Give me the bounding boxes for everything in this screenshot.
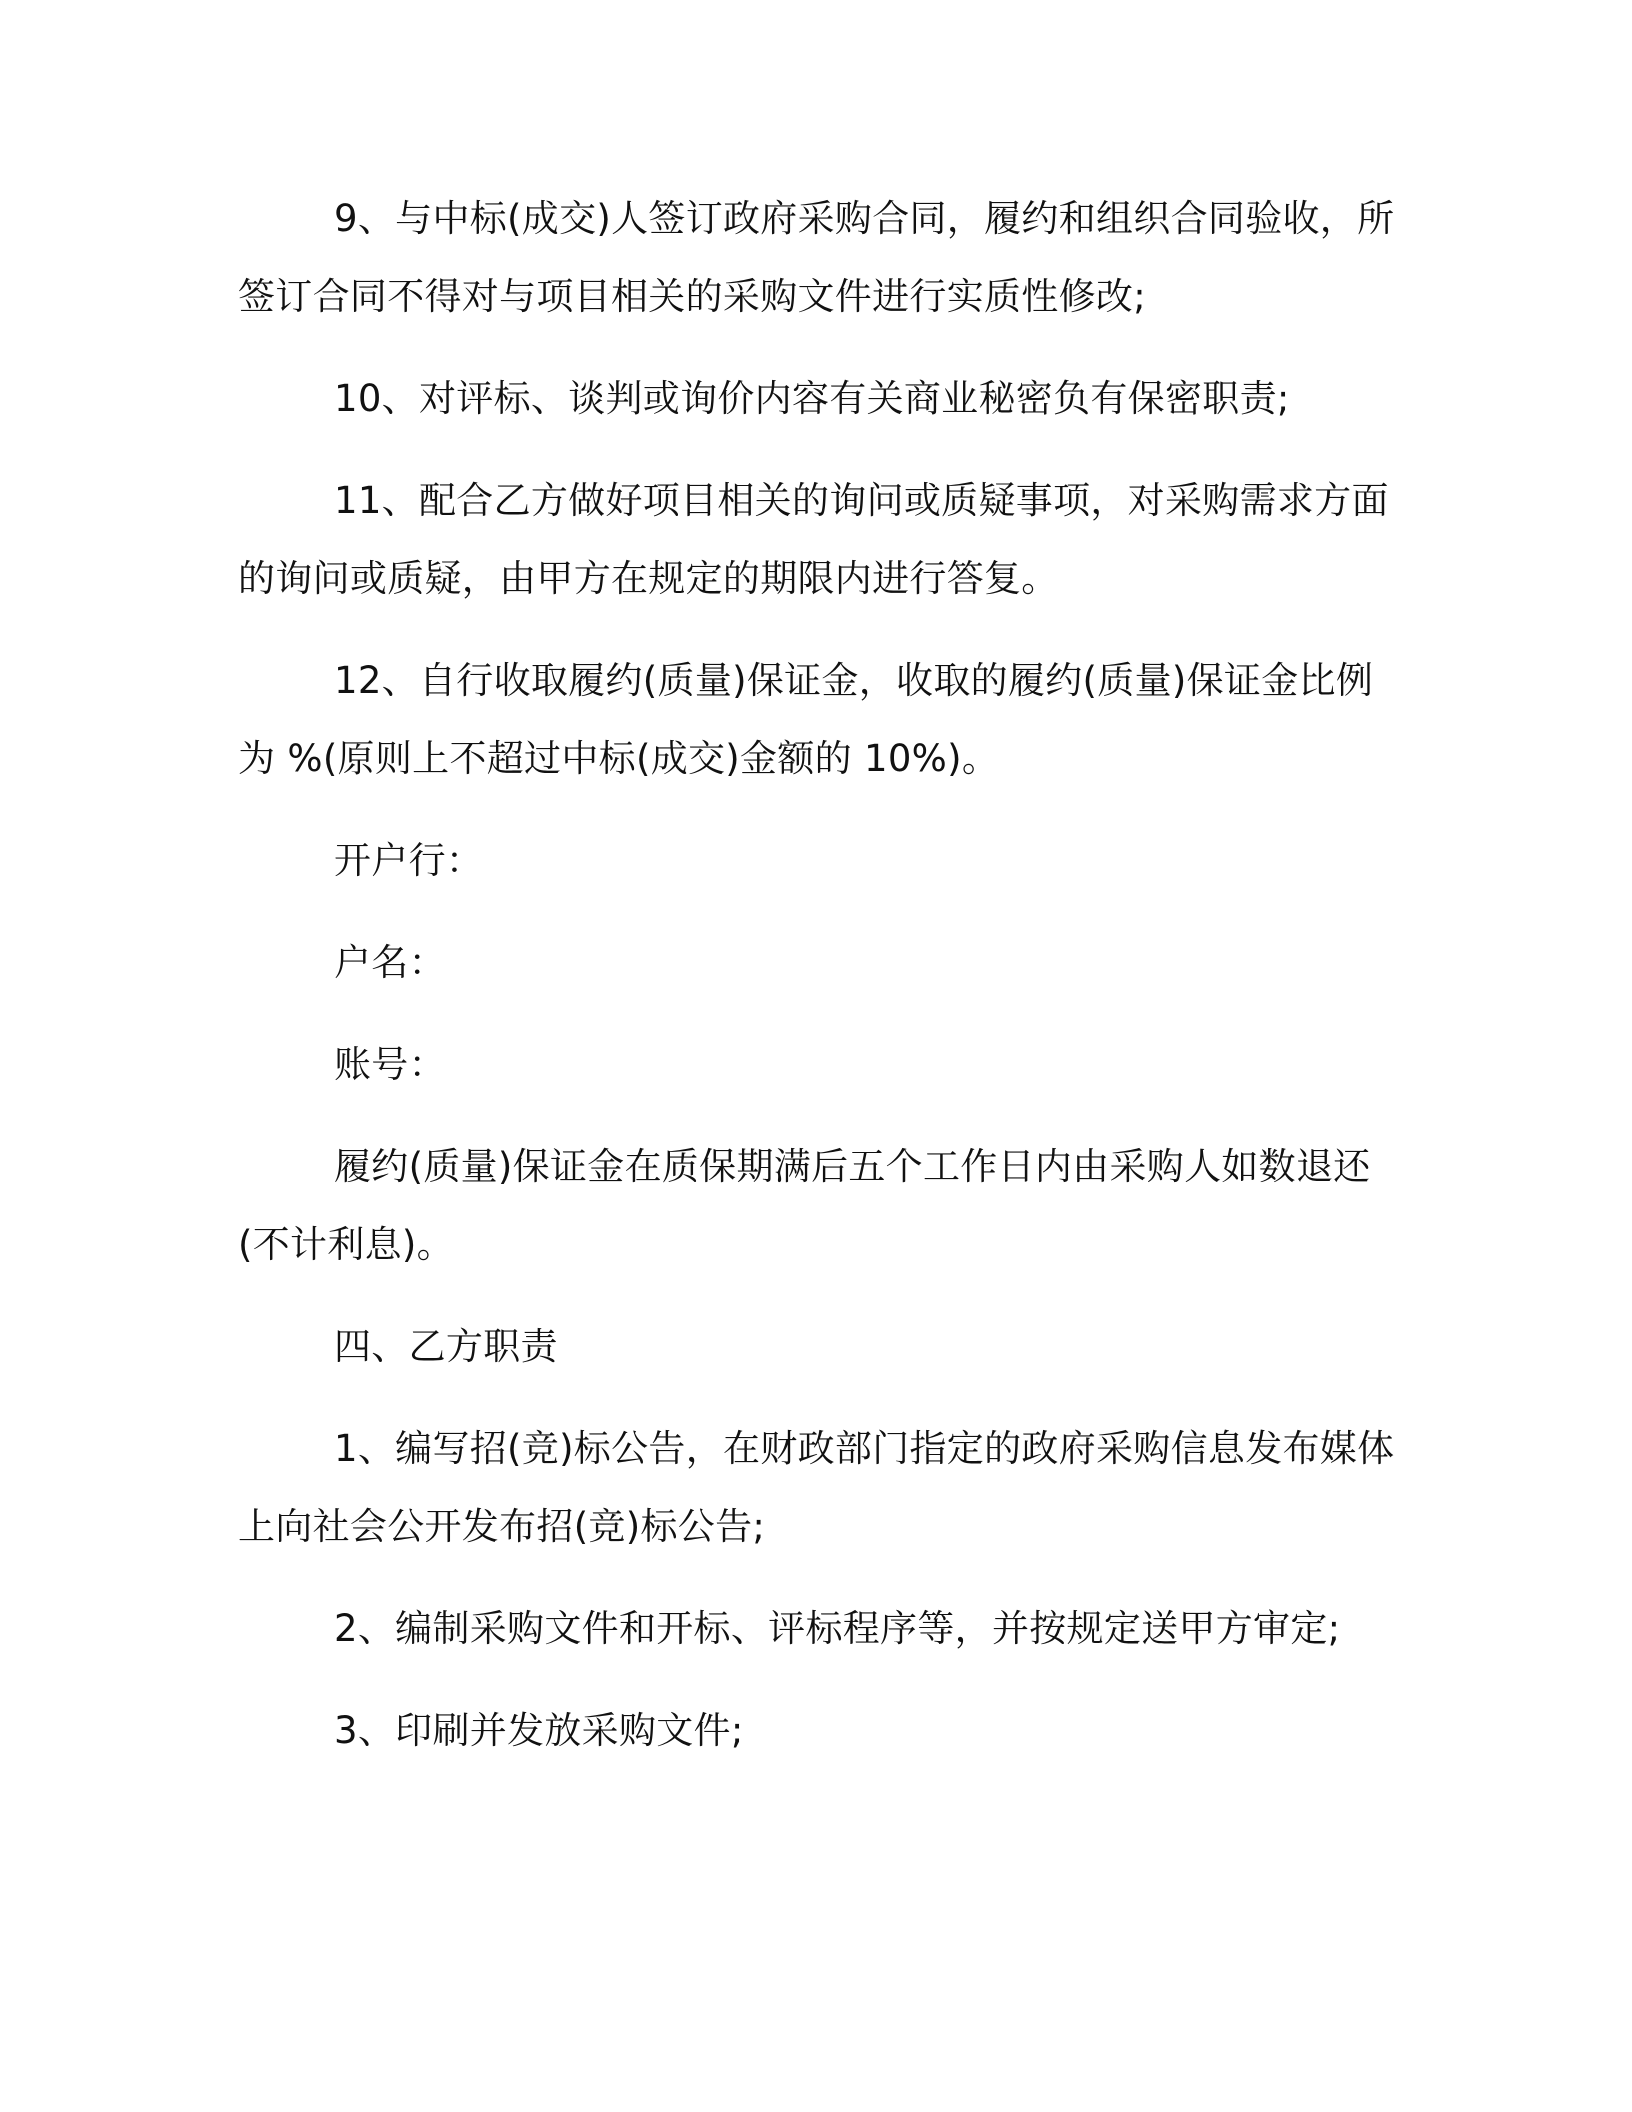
clause-11-inquiries: 11、配合乙方做好项目相关的询问或质疑事项，对采购需求方面的询问或质疑，由甲方在规定的期限内进行答复。 bbox=[238, 479, 1389, 600]
clause-12-performance-deposit: 12、自行收取履约(质量)保证金，收取的履约(质量)保证金比例为 %(原则上不超过中标(成交)金额的 10%)。 bbox=[238, 659, 1374, 780]
bank-name-label: 开户行： bbox=[334, 839, 484, 882]
account-number-label: 账号： bbox=[334, 1043, 446, 1086]
clause-9-contract-signing: 9、与中标(成交)人签订政府采购合同，履约和组织合同验收，所签订合同不得对与项目相关的采购文件进行实质性修改; bbox=[238, 197, 1395, 318]
deposit-refund-note: 履约(质量)保证金在质保期满后五个工作日内由采购人如数退还(不计利息)。 bbox=[238, 1145, 1371, 1266]
party-b-clause-2-procurement-docs: 2、编制采购文件和开标、评标程序等，并按规定送甲方审定; bbox=[334, 1607, 1341, 1650]
party-b-clause-3-printing: 3、印刷并发放采购文件; bbox=[334, 1709, 744, 1752]
section-heading-party-b-duties: 四、乙方职责 bbox=[334, 1325, 558, 1368]
party-b-clause-1-announcement: 1、编写招(竞)标公告，在财政部门指定的政府采购信息发布媒体上向社会公开发布招(竞)标公告; bbox=[238, 1427, 1395, 1548]
clause-10-confidentiality: 10、对评标、谈判或询价内容有关商业秘密负有保密职责; bbox=[334, 377, 1290, 420]
account-name-label: 户名： bbox=[334, 941, 446, 984]
